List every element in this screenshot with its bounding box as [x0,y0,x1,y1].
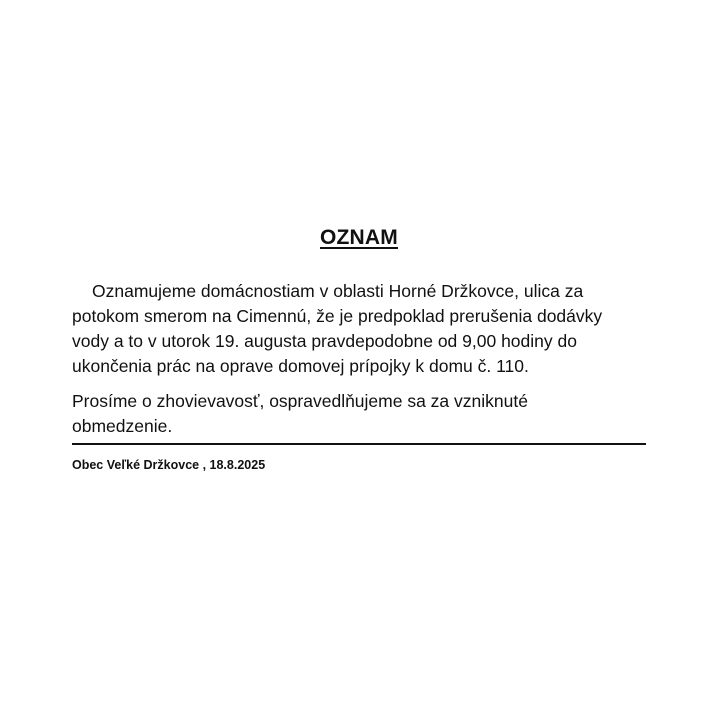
notice-signature-date: Obec Veľké Držkovce , 18.8.2025 [72,458,266,472]
notice-paragraph-announcement: Oznamujeme domácnostiam v oblasti Horné Držkovce, ulica za potokom smerom na Cimennú, že je predpoklad prerušenia dodávky vody a to v utorok 19. augusta pravdepodobne od 9,00 hodiny do ukončenia prác na oprave domovej prípojky k domu č. 110. [72,281,603,376]
divider-line [72,443,646,445]
notice-document [72,226,646,472]
notice-paragraph-apology: Prosíme o zhovievavosť, ospravedlňujeme sa za vzniknuté obmedzenie. [72,391,528,436]
notice-title: OZNAM [320,226,398,249]
